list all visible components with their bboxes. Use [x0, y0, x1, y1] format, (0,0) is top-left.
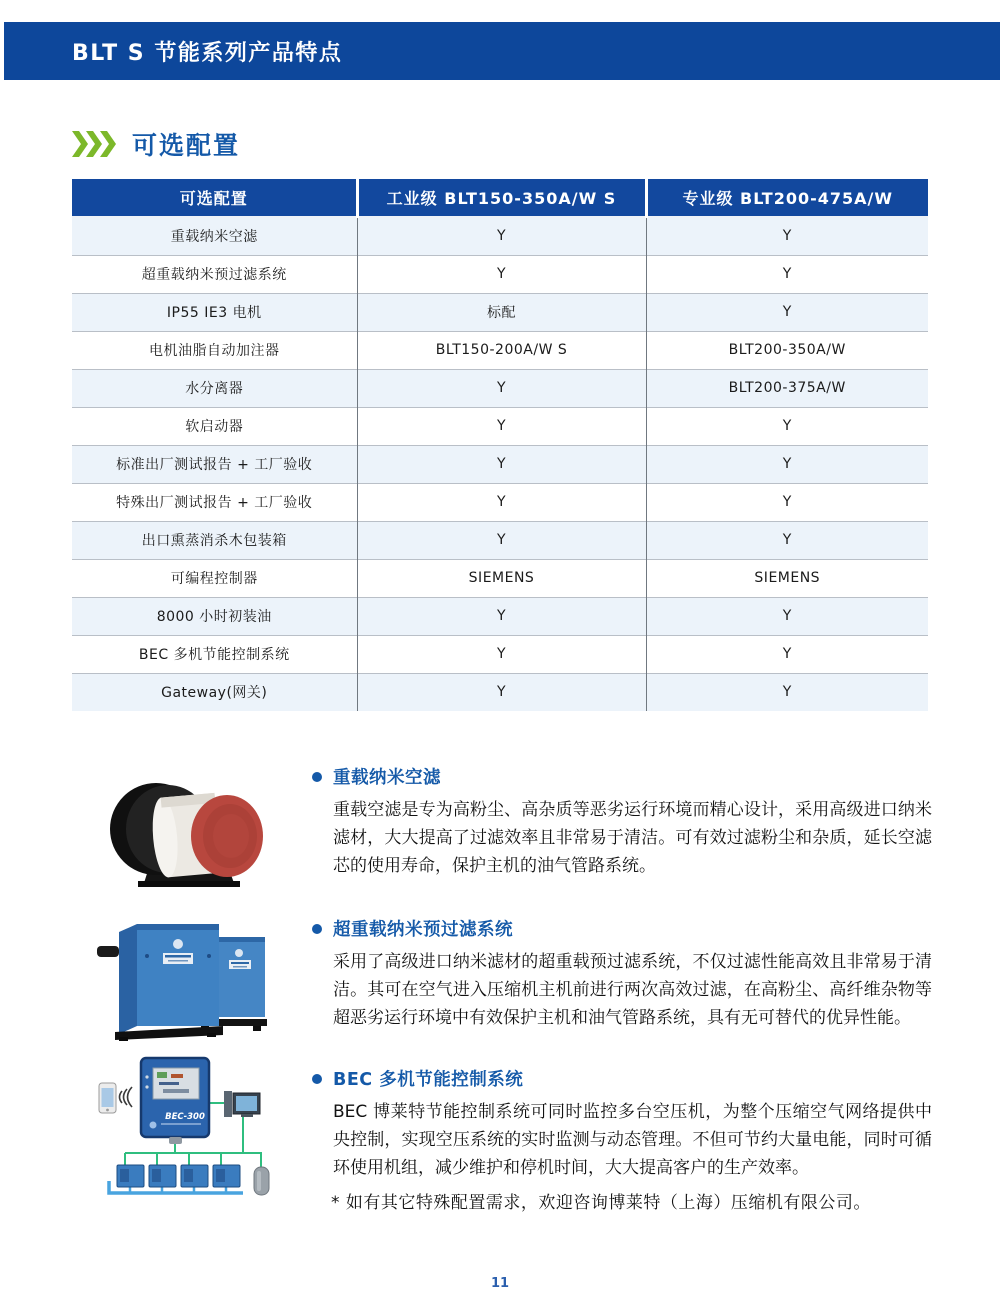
bec-model-label: BEC-300 [165, 1112, 205, 1122]
table-row [72, 559, 928, 597]
option-value-cell: SIEMENS [357, 559, 646, 597]
table-row [72, 217, 928, 255]
feature-air-filter [312, 764, 932, 880]
option-value-cell: Y [357, 483, 646, 521]
option-value-cell: Y [357, 217, 646, 255]
option-value-cell: Y [357, 673, 646, 711]
option-name-cell: 可编程控制器 [170, 571, 258, 587]
page-number: 11 [490, 1276, 510, 1291]
table-row [72, 331, 928, 369]
col-header-professional: 专业级 BLT200-475A/W [646, 179, 928, 217]
option-value-cell: BLT150-200A/W S [357, 331, 646, 369]
table-row [72, 255, 928, 293]
feature-bec-control [312, 1066, 932, 1182]
option-value-cell: Y [357, 635, 646, 673]
feature-description: BEC 博莱特节能控制系统可同时监控多台空压机，为整个压缩空气网络提供中央控制，实现空压系统的实时监测与动态管理。不但可节约大量电能，同时可循环使用机组，减少维护和停机时间，大大提高客户的生产效率。 [333, 1102, 932, 1178]
section-title: 可选配置 [132, 131, 241, 160]
option-name-cell: 出口熏蒸消杀木包装箱 [141, 533, 287, 549]
feature-title: 超重载纳米预过滤系统 [333, 920, 513, 940]
option-name-cell: 电机油脂自动加注器 [149, 343, 280, 359]
feature-description: 采用了高级进口纳米滤材的超重载预过滤系统，不仅过滤性能高效且非常易于清洁。其可在空气进入压缩机主机前进行两次高效过滤，在高粉尘、高纤维杂物等超恶劣运行环境中有效保护主机和油气管路系统，具有无可替代的优异性能。 [333, 952, 932, 1028]
option-value-cell: 标配 [357, 293, 646, 331]
feature-title-row [312, 764, 932, 789]
config-table [72, 179, 928, 711]
table-row [72, 445, 928, 483]
option-value-cell: Y [646, 521, 928, 559]
option-value-cell: Y [357, 369, 646, 407]
option-value-cell: Y [646, 597, 928, 635]
option-value-cell: Y [357, 255, 646, 293]
option-value-cell: Y [646, 673, 928, 711]
option-name-cell: 重载纳米空滤 [170, 229, 258, 246]
option-value-cell: Y [357, 445, 646, 483]
page-title: BLT S 节能系列产品特点 [72, 40, 343, 66]
air-filter-image [104, 779, 272, 891]
bullet-icon [312, 772, 322, 782]
option-value-cell: Y [646, 255, 928, 293]
section-heading [72, 126, 240, 162]
option-name-cell: 标准出厂测试报告 + 工厂验收 [116, 457, 313, 473]
triple-chevron-icon [72, 131, 118, 157]
option-value-cell: Y [357, 407, 646, 445]
feature-title: BEC 多机节能控制系统 [333, 1070, 524, 1090]
option-value-cell: BLT200-350A/W [646, 331, 928, 369]
option-name-cell: BEC 多机节能控制系统 [138, 647, 290, 663]
col-header-option: 可选配置 [72, 179, 357, 217]
bullet-icon [312, 924, 322, 934]
option-value-cell: Y [646, 445, 928, 483]
option-value-cell: Y [646, 407, 928, 445]
table-row [72, 483, 928, 521]
pre-filter-units-image [95, 916, 275, 1041]
footnote: * 如有其它特殊配置需求，欢迎咨询博莱特（上海）压缩机有限公司。 [331, 1193, 871, 1213]
option-value-cell: SIEMENS [646, 559, 928, 597]
option-value-cell: Y [357, 521, 646, 559]
table-row [72, 635, 928, 673]
option-value-cell: Y [646, 217, 928, 255]
option-name-cell: 特殊出厂测试报告 + 工厂验收 [116, 495, 313, 511]
feature-description: 重载空滤是专为高粉尘、高杂质等恶劣运行环境而精心设计，采用高级进口纳米滤材，大大提高了过滤效率且非常易于清洁。可有效过滤粉尘和杂质，延长空滤芯的使用寿命，保护主机的油气管路系统。 [333, 800, 932, 876]
option-name-cell: IP55 IE3 电机 [166, 305, 262, 321]
config-table-body [72, 217, 928, 711]
bullet-icon [312, 1074, 322, 1084]
table-row [72, 369, 928, 407]
feature-pre-filter [312, 916, 932, 1032]
option-name-cell: 软启动器 [185, 419, 244, 435]
option-value-cell: Y [357, 597, 646, 635]
col-header-industrial: 工业级 BLT150-350A/W S [357, 179, 646, 217]
option-name-cell: 超重载纳米预过滤系统 [141, 267, 287, 283]
option-value-cell: Y [646, 483, 928, 521]
bec-controller-image [93, 1053, 298, 1201]
option-value-cell: Y [646, 635, 928, 673]
page-banner [4, 22, 1000, 80]
table-row [72, 293, 928, 331]
option-value-cell: Y [646, 293, 928, 331]
feature-title-row [312, 916, 932, 941]
option-name-cell: 水分离器 [185, 381, 244, 397]
table-row [72, 407, 928, 445]
option-value-cell: BLT200-375A/W [646, 369, 928, 407]
feature-title-row [312, 1066, 932, 1091]
table-header-row [72, 179, 928, 217]
option-name-cell: 8000 小时初装油 [156, 609, 272, 625]
table-row [72, 521, 928, 559]
table-row [72, 673, 928, 711]
feature-title: 重载纳米空滤 [333, 768, 441, 788]
option-name-cell: Gateway(网关) [161, 685, 268, 702]
table-row [72, 597, 928, 635]
